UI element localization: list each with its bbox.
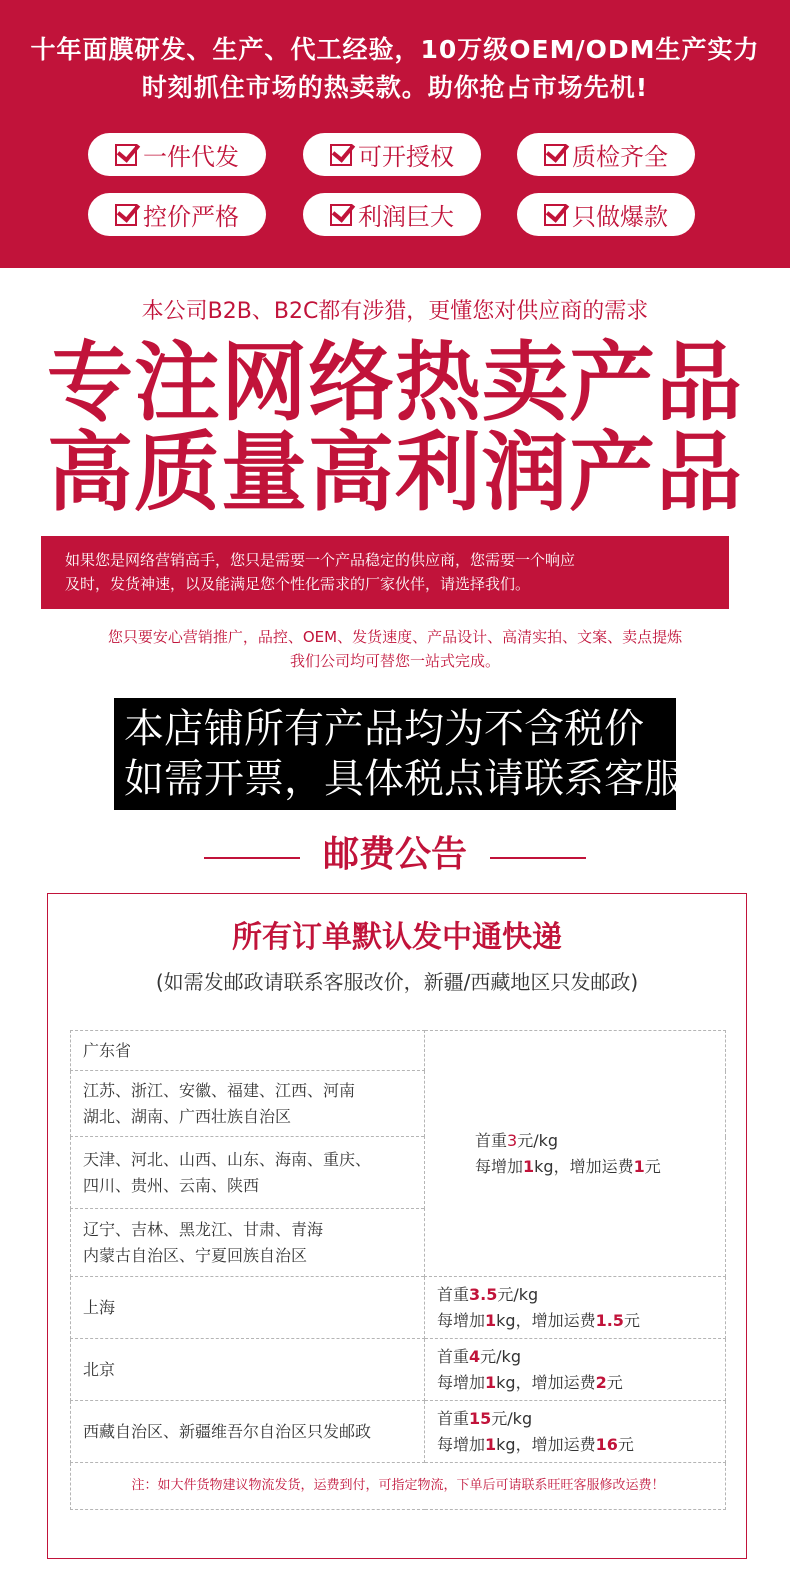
badge-label: 只做爆款: [572, 203, 668, 231]
first-weight-price: 首重3.5元/kg: [437, 1284, 539, 1304]
badge-label: 可开授权: [358, 143, 454, 171]
region-name: 江苏、浙江、安徽、福建、江西、河南: [83, 1080, 356, 1100]
price-cell: [425, 1031, 726, 1277]
badge-label: 利润巨大: [358, 203, 454, 231]
table-row: [71, 1339, 726, 1401]
badge-bestsellers-only: [517, 193, 695, 236]
first-weight-price: 首重3元/kg: [475, 1130, 559, 1150]
region-name: 广东省: [83, 1040, 132, 1060]
headline-hot-products: 专注网络热卖产品: [47, 333, 743, 433]
checkbox-icon: [330, 144, 352, 166]
shipping-title: 所有订单默认发中通快递: [232, 920, 562, 955]
tax-notice-line: 本店铺所有产品均为不含税价: [124, 706, 644, 752]
shipping-heading: [0, 830, 790, 880]
badge-label: 控价严格: [143, 203, 239, 231]
table-row: [71, 1401, 726, 1463]
banner-subheadline: 时刻抓住市场的热卖款。助你抢占市场先机!: [141, 73, 649, 102]
shipping-panel: [47, 893, 747, 1559]
price-cell: [425, 1277, 726, 1339]
first-weight-price: 首重4元/kg: [437, 1346, 521, 1366]
intro-subtitle: 本公司B2B、B2C都有涉猎，更懂您对供应商的需求: [141, 299, 649, 324]
region-cell: [71, 1209, 425, 1277]
intro-callout-box: [41, 536, 729, 609]
additional-weight-price: 每增加1kg，增加运费2元: [437, 1372, 623, 1392]
additional-weight-price: 每增加1kg，增加运费16元: [437, 1434, 634, 1454]
checkbox-icon: [115, 204, 137, 226]
region-name: 内蒙古自治区、宁夏回族自治区: [83, 1245, 308, 1265]
divider: [490, 857, 586, 859]
tax-notice: [114, 698, 684, 810]
additional-weight-price: 每增加1kg，增加运费1元: [475, 1156, 661, 1176]
region-cell: [71, 1031, 425, 1071]
shipping-subtitle: (如需发邮政请联系客服改价，新疆/西藏地区只发邮政): [155, 970, 639, 994]
banner-headline: 十年面膜研发、生产、代工经验，10万级OEM/ODM生产实力: [30, 35, 760, 64]
callout-line: 及时，发货神速，以及能满足您个性化需求的厂家伙伴，请选择我们。: [65, 575, 531, 593]
price-cell: [425, 1339, 726, 1401]
region-cell: 上海: [71, 1277, 425, 1339]
badge-authorization: [303, 133, 481, 176]
badge-price-control: [88, 193, 266, 236]
service-note: 我们公司均可替您一站式完成。: [289, 652, 500, 670]
badge-high-profit: [303, 193, 481, 236]
table-row: [71, 1277, 726, 1339]
region-name: 湖北、湖南、广西壮族自治区: [83, 1106, 292, 1126]
badge-quality-inspection: [517, 133, 695, 176]
badge-label: 质检齐全: [572, 143, 668, 171]
headline-high-profit: 高质量高利润产品: [47, 423, 743, 523]
region-cell: 北京: [71, 1339, 425, 1401]
table-row: [71, 1463, 726, 1510]
badge-label: 一件代发: [143, 143, 239, 171]
region-name: 天津、河北、山西、山东、海南、重庆、: [83, 1149, 372, 1169]
checkbox-icon: [544, 144, 566, 166]
shipping-rate-table: [70, 1030, 726, 1510]
additional-weight-price: 每增加1kg，增加运费1.5元: [437, 1310, 640, 1330]
shipping-heading-title: 邮费公告: [322, 834, 467, 875]
shipping-footnote: 注：如大件货物建议物流发货，运费到付，可指定物流，下单后可请联系旺旺客服修改运费！: [71, 1463, 726, 1510]
service-note: 您只要安心营销推广，品控、OEM、发货速度、产品设计、高清实拍、文案、卖点提炼: [107, 628, 683, 646]
callout-line: 如果您是网络营销高手，您只是需要一个产品稳定的供应商，您需要一个响应: [65, 551, 576, 569]
checkbox-icon: [330, 204, 352, 226]
badge-one-piece-dropship: [88, 133, 266, 176]
region-cell: [71, 1071, 425, 1137]
checkbox-icon: [115, 144, 137, 166]
region-name: 四川、贵州、云南、陕西: [83, 1175, 260, 1195]
region-name: 辽宁、吉林、黑龙江、甘肃、青海: [83, 1219, 324, 1239]
table-row: [71, 1031, 726, 1071]
first-weight-price: 首重15元/kg: [437, 1408, 533, 1428]
top-banner: [0, 0, 790, 268]
region-cell: [71, 1137, 425, 1209]
tax-notice-line: 如需开票，具体税点请联系客服: [124, 756, 684, 802]
checkbox-icon: [544, 204, 566, 226]
region-cell: 西藏自治区、新疆维吾尔自治区只发邮政: [71, 1401, 425, 1463]
price-cell: [425, 1401, 726, 1463]
